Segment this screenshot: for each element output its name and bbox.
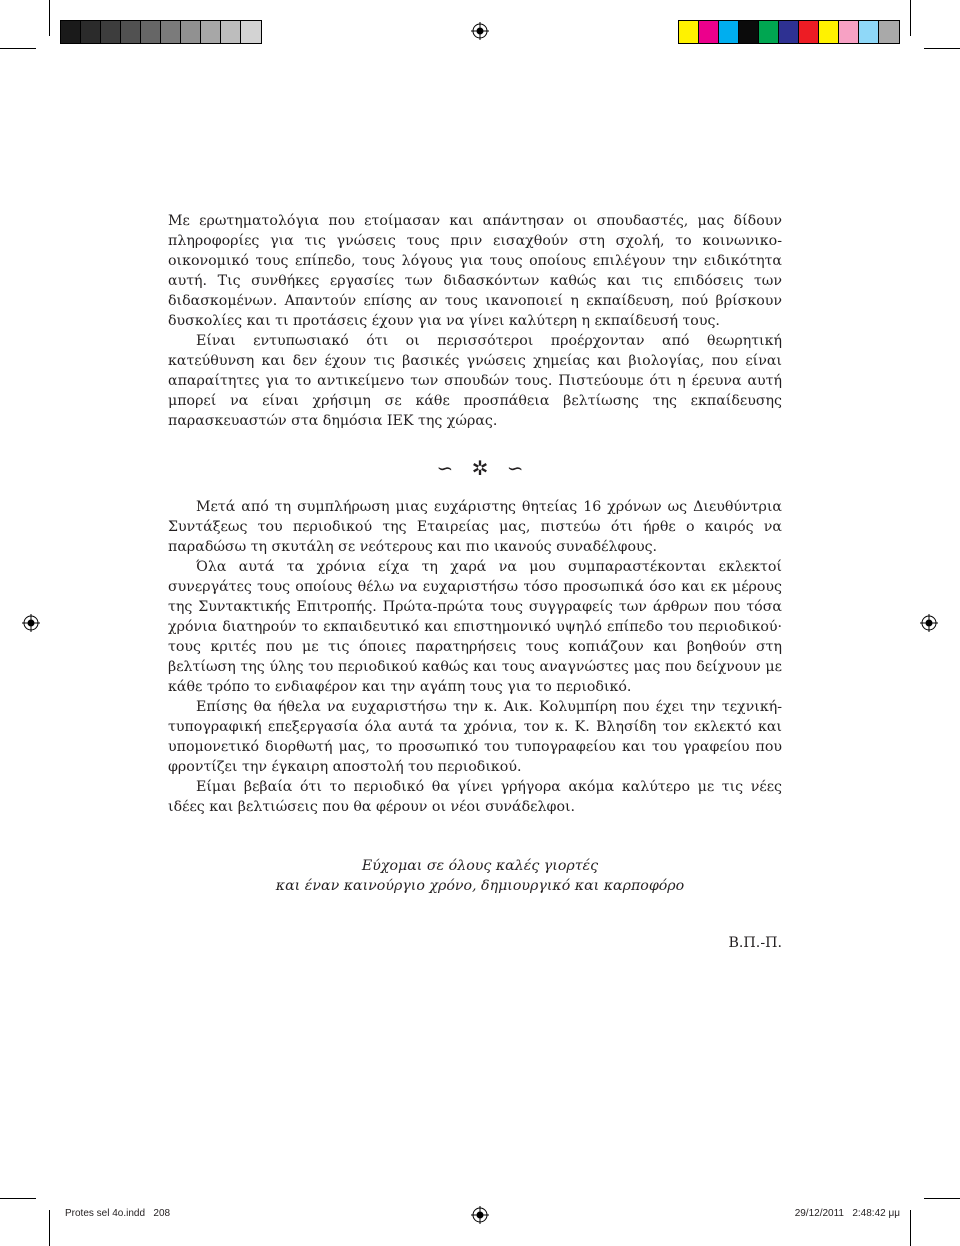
slug-timestamp: 29/12/2011 2:48:42 μμ <box>794 1208 900 1219</box>
closing-line: και έναν καινούργιο χρόνο, δημιουργικό και καρποφόρο <box>275 878 685 894</box>
flower-ornament-icon: ✲ <box>471 456 489 480</box>
cmyk-color-bar <box>678 20 900 44</box>
color-swatch <box>859 21 879 43</box>
gray-swatch <box>221 21 241 43</box>
gray-swatch <box>141 21 161 43</box>
slug-file-name: Protes sel 4o.indd 208 <box>65 1208 171 1219</box>
crop-mark-top-left-h <box>0 48 36 49</box>
crop-mark-bottom-right-v <box>910 1210 911 1246</box>
paragraph: Όλα αυτά τα χρόνια είχα τη χαρά να μου συμπαραστέκονται εκλεκτοί συνεργάτες τους οποίους θέλω να ευχαριστήσω τόσο προσωπικά όσο και εκ μέρους της Συντακτικής Επιτροπής. Πρώτα-πρώτα τους συγγραφείς των άρθρων που τόσα χρόνια διατηρούν το εκπαιδευτικό και επιστημονικό υψηλό επίπεδο του περιοδικού· τους κριτές που με τις όποιες παρατηρήσεις τους κοπιάζουν και βοηθούν στη βελτίωση της ύλης του περιοδικού καθώς και τους αναγνώστες μας που δείχνουν με κάθε τρόπο το ενδιαφέρον και την αγάπη τους για το περιοδικό. <box>168 559 782 695</box>
crop-mark-bottom-left-v <box>49 1210 50 1246</box>
color-swatch <box>759 21 779 43</box>
closing-line: Εύχομαι σε όλους καλές γιορτές <box>361 858 599 874</box>
gray-swatch <box>181 21 201 43</box>
farewell-note <box>168 497 782 817</box>
swash-left-icon: ∽ <box>436 456 454 480</box>
article-conclusion <box>168 211 782 431</box>
signature-initials: Β.Π.-Π. <box>728 935 782 951</box>
crop-mark-bottom-right-h <box>924 1198 960 1199</box>
grayscale-color-bar <box>60 20 262 44</box>
color-swatch <box>739 21 759 43</box>
color-swatch <box>679 21 699 43</box>
paragraph: Με ερωτηματολόγια που ετοίμασαν και απάντησαν οι σπουδαστές, μας δίδουν πληροφορίες για τις γνώσεις τους πριν εισαχθούν στη σχολή, το κοινωνικο-οικονομικό τους επίπεδο, τους λόγους για τους οποίους επιλέγουν την ειδικότητα αυτή. Τις συνθήκες εργασίες των διδασκόντων καθώς και τις επιδόσεις των διδασκομένων. Απαντούν επίσης αν τους ικανοποιεί η εκπαίδευση, πού βρίσκουν δυσκολίες και τι προτάσεις έχουν για να γίνει καλύτερη η εκπαίδευσή τους. <box>168 213 782 329</box>
swash-right-icon: ∽ <box>506 456 524 480</box>
paragraph: Είμαι βεβαία ότι το περιοδικό θα γίνει γρήγορα ακόμα καλύτερο με τις νέες ιδέες και βελτιώσεις που θα φέρουν οι νέοι συνάδελφοι. <box>168 779 782 815</box>
color-swatch <box>779 21 799 43</box>
ornament-divider <box>0 458 960 478</box>
paragraph: Επίσης θα ήθελα να ευχαριστήσω την κ. Αικ. Κολυμπίρη που έχει την τεχνική-τυπογραφική επεξεργασία όλα αυτά τα χρόνια, τον κ. Κ. Βλησίδη τον εκλεκτό και υπομονετικό διορθωτή μας, το προσωπικό του τυπογραφείου και του γραφείου που φροντίζει την έγκαιρη αποστολή του περιοδικού. <box>168 699 782 775</box>
color-swatch <box>699 21 719 43</box>
closing-wishes <box>0 856 960 896</box>
gray-swatch <box>101 21 121 43</box>
crop-mark-bottom-left-h <box>0 1198 36 1199</box>
paragraph: Μετά από τη συμπλήρωση μιας ευχάριστης θητείας 16 χρόνων ως Διευθύντρια Συντάξεως του περιοδικού της Εταιρείας μας, πιστεύω ότι ήρθε ο καιρός να παραδώσω τη σκυτάλη σε νεότερους και πιο ικανούς συναδέλφους. <box>168 499 782 555</box>
crop-mark-top-right-v <box>910 0 911 36</box>
gray-swatch <box>201 21 221 43</box>
registration-mark-icon <box>22 614 40 632</box>
registration-mark-icon <box>471 1206 489 1224</box>
paragraph: Είναι εντυπωσιακό ότι οι περισσότεροι προέρχονταν από θεωρητική κατεύθυνση και δεν έχουν τις βασικές γνώσεις χημείας και βιολογίας, που είναι απαραίτητες για το αντικείμενο των σπουδών τους. Πιστεύουμε ότι η έρευνα αυτή μπορεί να είναι χρήσιμη σε κάθε προσπάθεια βελτίωσης της εκπαίδευσης παρασκευαστών στα δημόσια ΙΕΚ της χώρας. <box>168 333 782 429</box>
gray-swatch <box>241 21 261 43</box>
crop-mark-top-left-v <box>49 0 50 36</box>
gray-swatch <box>121 21 141 43</box>
registration-mark-icon <box>471 22 489 40</box>
gray-swatch <box>161 21 181 43</box>
color-swatch <box>719 21 739 43</box>
gray-swatch <box>61 21 81 43</box>
gray-swatch <box>81 21 101 43</box>
color-swatch <box>839 21 859 43</box>
color-swatch <box>819 21 839 43</box>
color-swatch <box>879 21 899 43</box>
color-swatch <box>799 21 819 43</box>
crop-mark-top-right-h <box>924 48 960 49</box>
registration-mark-icon <box>920 614 938 632</box>
